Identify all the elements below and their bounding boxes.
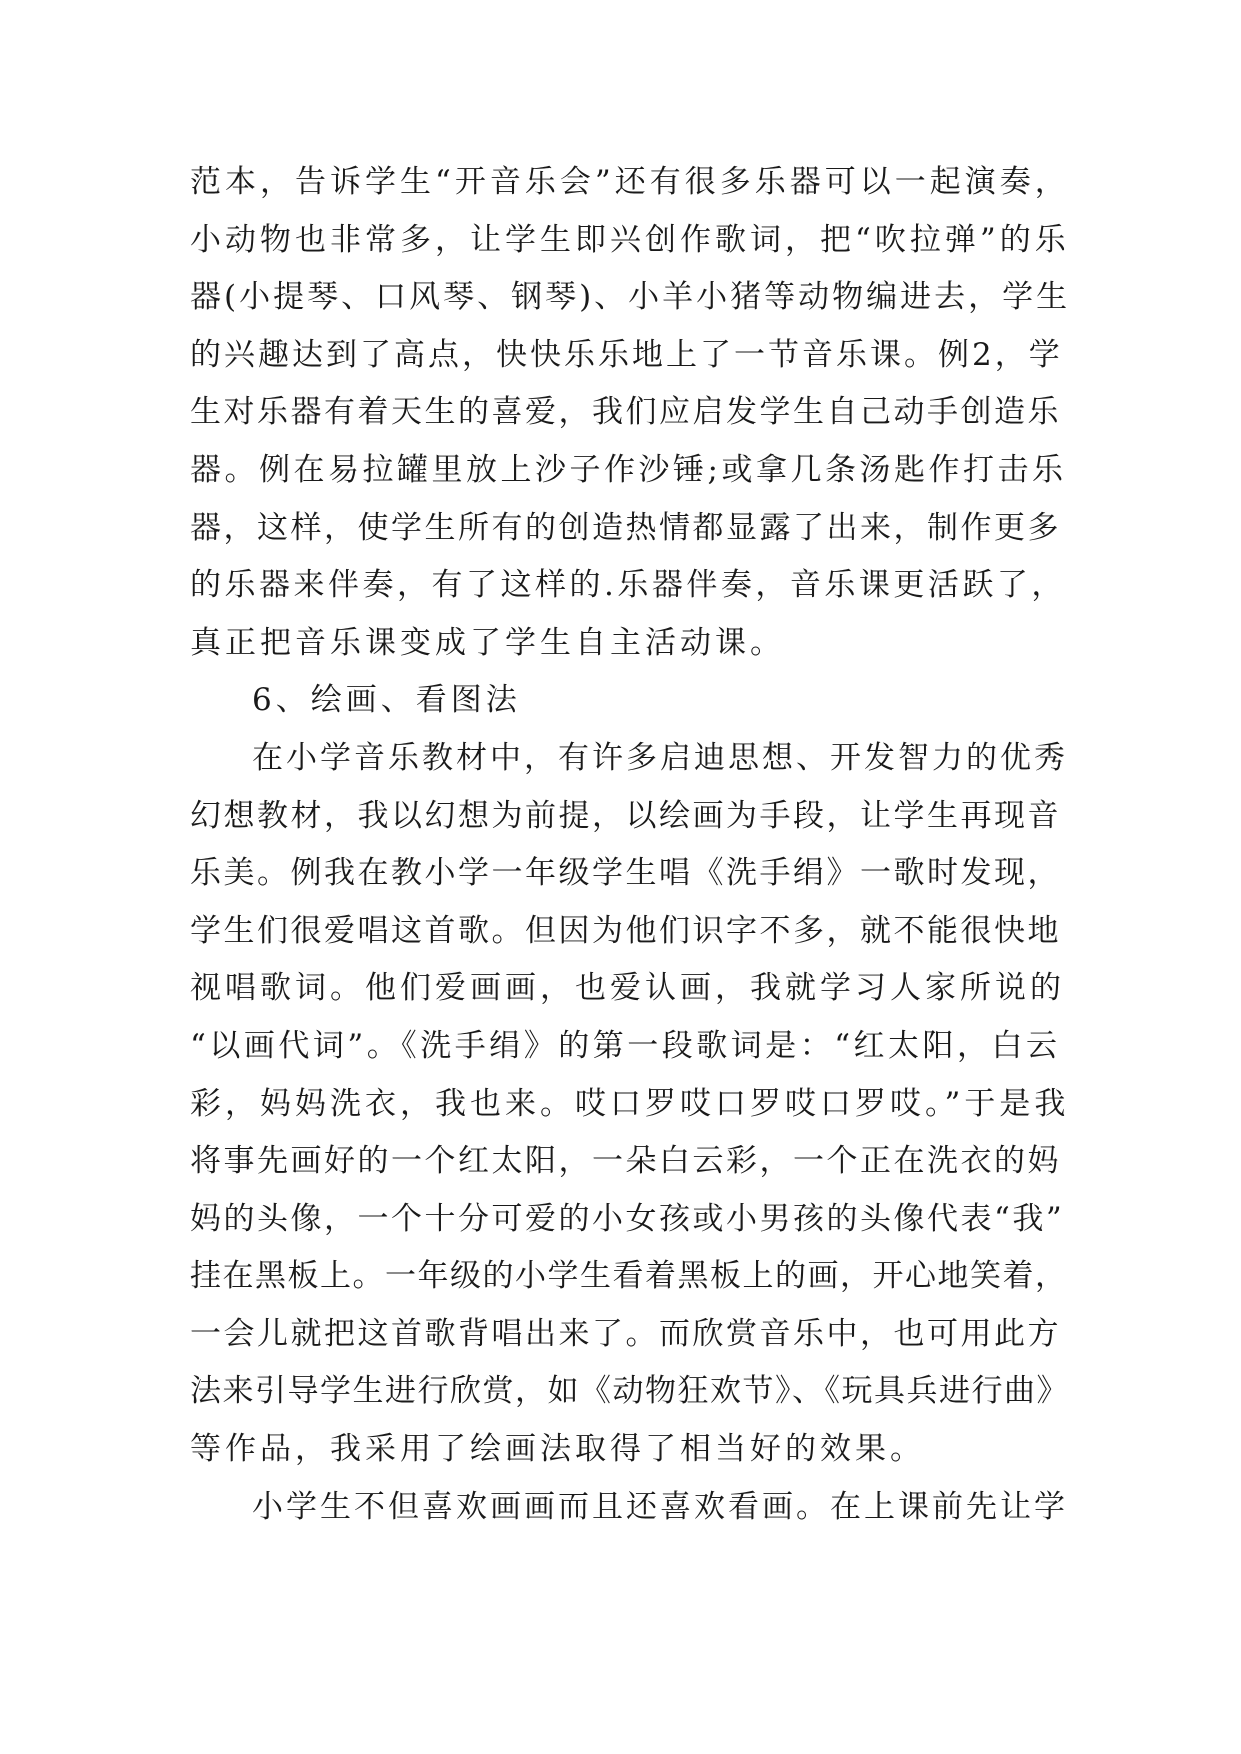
text-line: 在小学音乐教材中，有许多启迪思想、开发智力的优秀 (252, 739, 1068, 776)
text-line: 将事先画好的一个红太阳，一朵白云彩，一个正在洗衣的妈 (190, 1143, 1061, 1180)
text-line: 的兴趣达到了高点，快快乐乐地上了一节音乐课。例2，学 (190, 336, 1063, 373)
text-line: 乐美。例我在教小学一年级学生唱《洗手绢》一歌时发现， (190, 855, 1061, 892)
text-line: 等作品，我采用了绘画法取得了相当好的效果。 (190, 1431, 925, 1468)
text-line: 一会儿就把这首歌背唱出来了。而欣赏音乐中，也可用此方 (190, 1315, 1061, 1352)
text-line: 法来引导学生进行欣赏，如《动物狂欢节》、《玩具兵进行曲》 (190, 1373, 1069, 1410)
text-line: 的乐器来伴奏，有了这样的.乐器伴奏，音乐课更活跃了， (190, 567, 1066, 604)
text-line: 挂在黑板上。一年级的小学生看着黑板上的画，开心地笑着， (190, 1258, 1068, 1295)
text-line: 器(小提琴、口风琴、钢琴)、小羊小猪等动物编进去，学生 (190, 279, 1071, 316)
text-line: 范本，告诉学生“开音乐会”还有很多乐器可以一起演奏， (190, 164, 1070, 200)
text-line: 学生们很爱唱这首歌。但因为他们识字不多，就不能很快地 (190, 912, 1061, 949)
text-line: 器。例在易拉罐里放上沙子作沙锤;或拿几条汤匙作打击乐 (190, 451, 1067, 488)
text-line: 彩，妈妈洗衣，我也来。哎口罗哎口罗哎口罗哎。”于是我 (190, 1085, 1070, 1122)
text-line: 幻想教材，我以幻想为前提，以绘画为手段，让学生再现音 (190, 797, 1061, 834)
section-heading: 6、绘画、看图法 (252, 682, 521, 719)
text-line: 视唱歌词。他们爱画画，也爱认画，我就学习人家所说的 (190, 970, 1065, 1007)
body-text (190, 154, 1070, 1536)
text-line: 小学生不但喜欢画画而且还喜欢看画。在上课前先让学 (252, 1488, 1068, 1525)
text-line: 妈的头像，一个十分可爱的小女孩或小男孩的头像代表“我” (190, 1200, 1065, 1237)
text-line: “以画代词”。《洗手绢》的第一段歌词是：“红太阳，白云 (190, 1027, 1061, 1064)
text-line: 生对乐器有着天生的喜爱，我们应启发学生自己动手创造乐 (190, 394, 1061, 431)
text-line: 小动物也非常多，让学生即兴创作歌词，把“吹拉弹”的乐 (190, 221, 1070, 258)
text-line: 真正把音乐课变成了学生自主活动课。 (190, 624, 785, 661)
text-line: 器，这样，使学生所有的创造热情都显露了出来，制作更多 (190, 509, 1061, 546)
